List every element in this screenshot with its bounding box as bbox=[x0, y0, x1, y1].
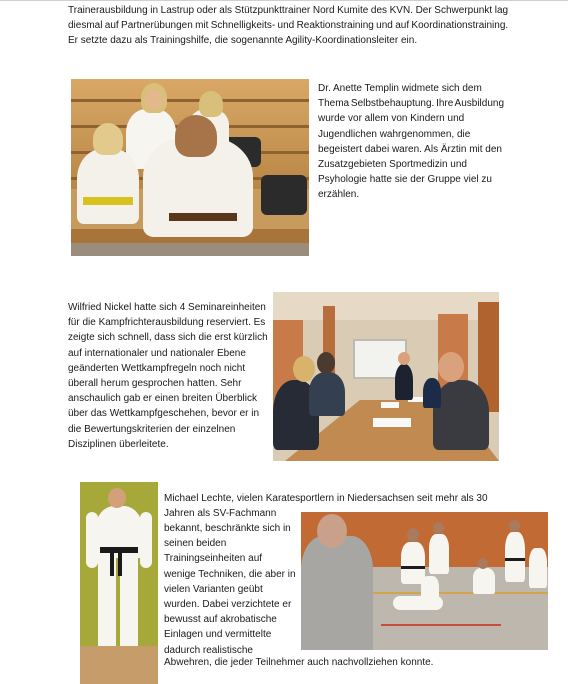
text-line: bekannt, beschränkte sich in bbox=[164, 523, 291, 534]
text-line: begeistert dabei waren. Als Ärztin mit den bbox=[318, 143, 502, 155]
text-line: diesmal auf Partnerübungen mit Schnelligkeits- und Reaktionstraining und auf Koordinationstraining. bbox=[68, 20, 509, 32]
text-line: Er setzte dazu als Trainingshilfe, die sogenannte Agility-Koordinationsleiter ein. bbox=[68, 35, 418, 47]
nickel-paragraph bbox=[68, 300, 268, 452]
text-line: anschaulich gab er einen breiten Überblick bbox=[68, 393, 258, 405]
text-line: die Bewertungskriterien der einzelnen bbox=[68, 423, 236, 435]
portrait-photo-karateka bbox=[80, 482, 158, 684]
text-line: Michael Lechte, vielen Karatesportlern in Niedersachsen seit mehr als 30 bbox=[164, 493, 488, 504]
text-line: erzählen. bbox=[318, 189, 360, 201]
lechte-paragraph-middle bbox=[164, 521, 296, 658]
text-line: wenige Techniken, die aber in bbox=[164, 568, 296, 580]
text-line: vielen Varianten geübt bbox=[164, 583, 263, 595]
text-line: Jugendlichen wahrgenommen, die bbox=[318, 128, 471, 140]
text-line: auf internationaler und nationaler Ebene bbox=[68, 347, 246, 359]
text-line: Thema Selbstbehauptung. Ihre Ausbildung bbox=[318, 98, 505, 110]
text-line: Abwehren, die jeder Teilnehmer auch nachvollziehen konnte. bbox=[164, 657, 434, 668]
seminar-photo-referee-training bbox=[273, 292, 499, 461]
training-photo-gym bbox=[301, 512, 548, 650]
lechte-paragraph-top bbox=[164, 491, 504, 521]
text-line: wurden. Dabei verzichtete er bbox=[164, 599, 292, 611]
text-line: seinen beiden bbox=[164, 538, 227, 550]
text-line: Trainerausbildung in Lastrup oder als Stützpunkttrainer Nord Kumite des KVN. Der Schwerpunkt lag bbox=[68, 5, 509, 16]
text-line: Jahren als SV-Fachmann bbox=[164, 508, 277, 520]
text-line: Trainingseinheiten auf bbox=[164, 553, 263, 565]
text-line: Psyhologie hatte sie der Gruppe viel zu bbox=[318, 174, 492, 186]
text-line: bewusst auf akrobatische bbox=[164, 614, 277, 626]
templin-paragraph bbox=[318, 81, 504, 203]
text-line: geänderten Wettkampfregeln noch nicht bbox=[68, 362, 246, 374]
text-line: über das Wettkampfgeschehen, bevor er in bbox=[68, 408, 260, 420]
text-line: Wilfried Nickel hatte sich 4 Seminareinheiten bbox=[68, 302, 266, 313]
page-top-rule bbox=[0, 0, 568, 1]
intro-paragraph bbox=[68, 3, 508, 49]
text-line: dadurch realistische bbox=[164, 644, 253, 656]
seminar-photo-self-defense bbox=[71, 79, 309, 256]
text-line: zeigte sich schnell, dass sich die erst kürzlich bbox=[68, 332, 268, 344]
text-line: überall herum gesprochen hatten. Sehr bbox=[68, 378, 242, 390]
lechte-paragraph-bottom bbox=[164, 655, 504, 670]
text-line: Zusatzgebieten Sportmedizin und bbox=[318, 159, 467, 171]
text-line: Disziplinen überleitete. bbox=[68, 438, 169, 450]
text-line: Dr. Anette Templin widmete sich dem bbox=[318, 83, 482, 94]
text-line: für die Kampfrichterausbildung reserviert. Es bbox=[68, 317, 266, 329]
text-line: wurde vor allem von Kindern und bbox=[318, 113, 465, 125]
text-line: Einlagen und vermittelte bbox=[164, 629, 272, 641]
